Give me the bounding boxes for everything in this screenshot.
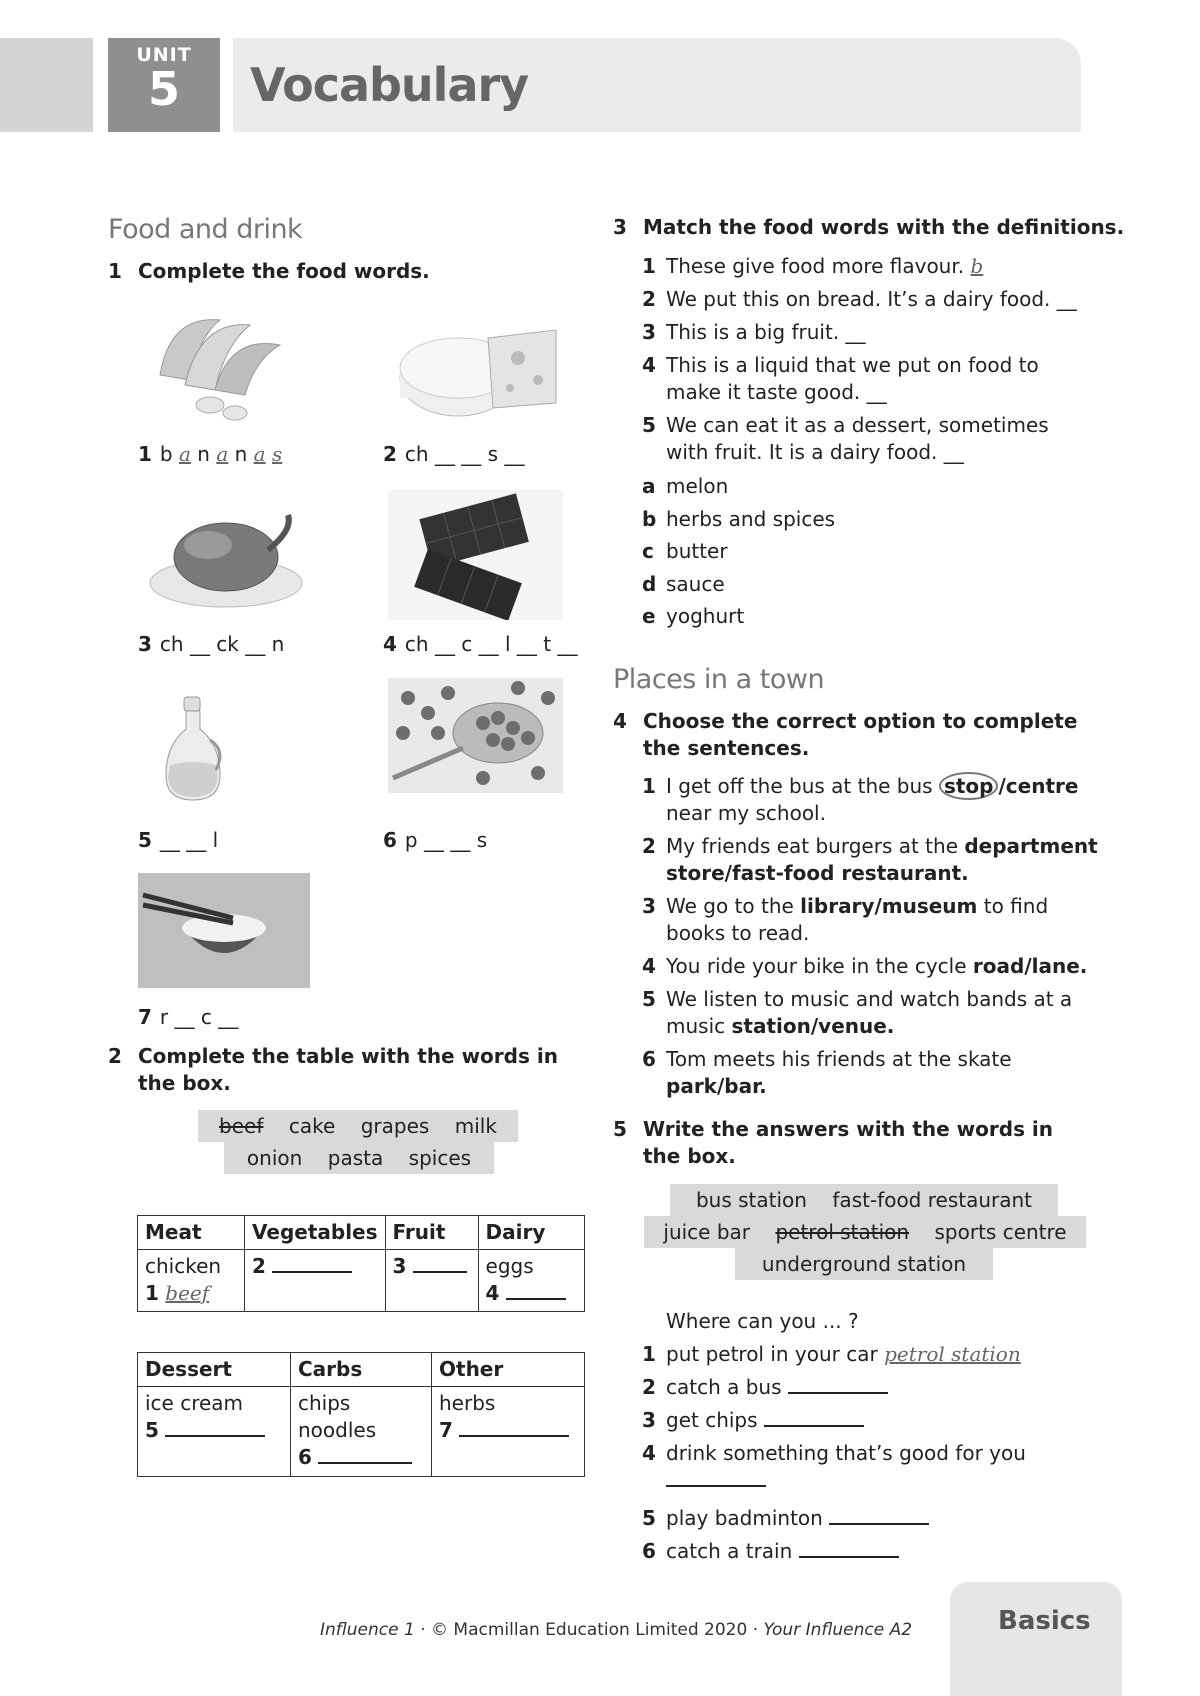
unit-number: 5 bbox=[147, 62, 180, 116]
ex3-def-1: 1 These give food more flavour. b bbox=[642, 254, 984, 278]
ex2-table-1: Meat Vegetables Fruit Dairy chicken 1 beef 2 3 eggs 4 bbox=[137, 1215, 585, 1312]
ex1-instruction: 1 Complete the food words. bbox=[108, 259, 430, 283]
ex5-word-box-row2: juice bar petrol station sports centre bbox=[644, 1216, 1086, 1248]
ex3-def-4: 4 This is a liquid that we put on food to make it taste good. __ bbox=[642, 353, 1039, 404]
ex1-item-4: 4 ch __ c __ l __ t __ bbox=[383, 632, 578, 656]
ex3-instruction: 3 Match the food words with the definitions. bbox=[613, 215, 1125, 239]
ex5-item-6: 6 catch a train bbox=[642, 1538, 899, 1565]
chocolate-photo bbox=[388, 490, 563, 620]
ex4-sentence-6: 6 Tom meets his friends at the skate park/bar. bbox=[642, 1047, 1012, 1098]
ex5-item-1: 1 put petrol in your car petrol station bbox=[642, 1342, 1021, 1366]
ex1-item-1: 1 b a n a n a s bbox=[138, 442, 283, 466]
ex5-item-4: 4 drink something that’s good for you bbox=[642, 1440, 1026, 1494]
ex1-item-7: 7 r __ c __ bbox=[138, 1005, 239, 1029]
ex5-item-5: 5 play badminton bbox=[642, 1505, 929, 1532]
ex5-word-box-row1: bus station fast-food restaurant bbox=[670, 1184, 1058, 1216]
ex3-def-5: 5 We can eat it as a dessert, sometimes with fruit. It is a dairy food. __ bbox=[642, 413, 1049, 464]
ex4-sentence-5: 5 We listen to music and watch bands at a music station/venue. bbox=[642, 987, 1073, 1038]
ex1-item-2: 2 ch __ __ s __ bbox=[383, 442, 525, 466]
page-title: Vocabulary bbox=[250, 58, 529, 112]
ex1-item-6: 6 p __ __ s bbox=[383, 828, 488, 852]
ex3-option-a: a melon bbox=[642, 474, 729, 498]
footer-copyright: Influence 1 · © Macmillan Education Limited 2020 · Your Influence A2 bbox=[320, 1620, 913, 1640]
ex2-instruction: 2 Complete the table with the words in the box. bbox=[108, 1044, 558, 1095]
ex4-sentence-3: 3 We go to the library/museum to find books to read. bbox=[642, 894, 1049, 945]
ex3-def-3: 3 This is a big fruit. __ bbox=[642, 320, 866, 344]
basics-tab-label: Basics bbox=[998, 1606, 1091, 1636]
ex2-table-2: Dessert Carbs Other ice cream 5 chips noodles 6 herbs 7 bbox=[137, 1352, 585, 1477]
bananas-photo bbox=[140, 305, 300, 425]
ex3-option-c: c butter bbox=[642, 539, 728, 563]
ex4-sentence-2: 2 My friends eat burgers at the department store/fast-food restaurant. bbox=[642, 834, 1098, 885]
cheese-photo bbox=[398, 318, 558, 423]
unit-badge bbox=[108, 38, 220, 132]
ex3-option-e: e yoghurt bbox=[642, 604, 745, 628]
oil-photo bbox=[158, 695, 228, 805]
peas-photo bbox=[388, 678, 563, 793]
ex5-instruction: 5 Write the answers with the words in the box. bbox=[613, 1117, 1054, 1168]
ex4-sentence-4: 4 You ride your bike in the cycle road/lane. bbox=[642, 954, 1088, 978]
ex3-option-b: b herbs and spices bbox=[642, 507, 836, 531]
chicken-photo bbox=[148, 495, 303, 610]
ex5-item-2: 2 catch a bus bbox=[642, 1374, 888, 1401]
ex5-item-3: 3 get chips bbox=[642, 1407, 864, 1434]
unit-label: UNIT bbox=[136, 44, 192, 66]
ex1-item-3: 3 ch __ ck __ n bbox=[138, 632, 285, 656]
ex2-word-box-row2: onion pasta spices bbox=[224, 1142, 494, 1174]
rice-photo bbox=[138, 873, 310, 988]
section-places-title: Places in a town bbox=[613, 664, 825, 695]
ex1-item-5: 5 __ __ l bbox=[138, 828, 219, 852]
ex5-word-box-row3: underground station bbox=[735, 1248, 993, 1280]
header-side-block bbox=[0, 38, 93, 132]
basics-tab bbox=[950, 1582, 1122, 1696]
ex3-option-d: d sauce bbox=[642, 572, 725, 596]
ex3-def-2: 2 We put this on bread. It’s a dairy food. __ bbox=[642, 287, 1077, 311]
ex2-word-box-row1: beef cake grapes milk bbox=[198, 1110, 518, 1142]
section-food-title: Food and drink bbox=[108, 214, 303, 245]
ex5-prompt: Where can you ... ? bbox=[666, 1309, 859, 1333]
ex4-instruction: 4 Choose the correct option to complete the sentences. bbox=[613, 709, 1078, 760]
ex4-sentence-1: 1 I get off the bus at the bus stop /centre near my school. bbox=[642, 774, 1079, 825]
